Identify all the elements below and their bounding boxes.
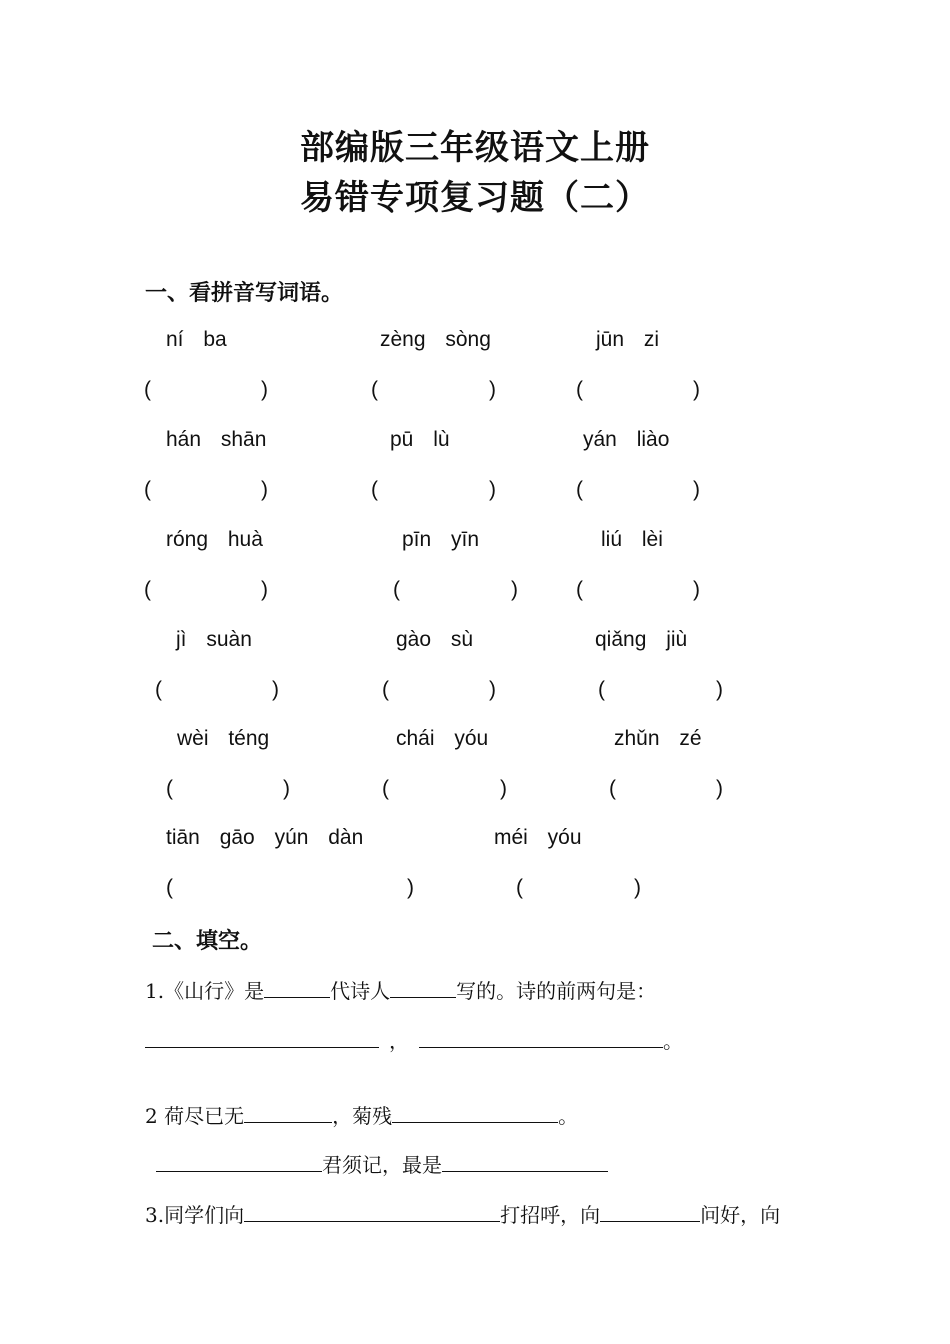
- answer-blank[interactable]: [392, 1104, 558, 1123]
- answer-blank[interactable]: [264, 979, 330, 998]
- question-text: 打招呼，向: [500, 1203, 601, 1227]
- pinyin-item: gào sù: [396, 628, 474, 651]
- pinyin-item: tiān gāo yún dàn: [166, 826, 364, 849]
- pinyin-item: pū lù: [390, 428, 450, 451]
- pinyin-item: jì suàn: [176, 628, 252, 651]
- question-text: 。: [663, 1029, 683, 1053]
- answer-paren-close: ): [272, 678, 279, 701]
- answer-paren-close: ): [511, 578, 518, 601]
- pinyin-item: ní ba: [166, 328, 227, 351]
- answer-blank[interactable]: [390, 979, 456, 998]
- question-text: 代诗人: [330, 979, 391, 1003]
- answer-paren-open: (: [166, 777, 173, 800]
- answer-blank[interactable]: [156, 1153, 322, 1172]
- answer-paren-open: (: [609, 777, 616, 800]
- pinyin-item: róng huà: [166, 528, 263, 551]
- question-2-line1: [145, 1100, 578, 1129]
- answer-blank[interactable]: [244, 1104, 332, 1123]
- pinyin-item: liú lèi: [601, 528, 663, 551]
- answer-blank[interactable]: [442, 1153, 608, 1172]
- pinyin-item: zhǔn zé: [614, 727, 702, 750]
- answer-paren-close: ): [489, 678, 496, 701]
- answer-paren-close: ): [693, 378, 700, 401]
- page-title-line1: 部编版三年级语文上册: [300, 128, 650, 168]
- answer-paren-close: ): [500, 777, 507, 800]
- page-title-line2: 易错专项复习题（二）: [300, 178, 650, 218]
- answer-paren-open: (: [382, 777, 389, 800]
- answer-paren-open: (: [144, 578, 151, 601]
- question-text: 1.《山行》是: [145, 979, 265, 1003]
- answer-blank[interactable]: [244, 1203, 500, 1222]
- answer-paren-close: ): [489, 478, 496, 501]
- answer-blank[interactable]: [419, 1029, 663, 1048]
- answer-paren-open: (: [576, 478, 583, 501]
- answer-paren-open: (: [155, 678, 162, 701]
- answer-paren-close: ): [693, 478, 700, 501]
- answer-paren-open: (: [576, 378, 583, 401]
- answer-paren-close: ): [261, 378, 268, 401]
- answer-paren-open: (: [576, 578, 583, 601]
- question-text: ，: [389, 1029, 409, 1053]
- answer-paren-close: ): [716, 678, 723, 701]
- pinyin-item: chái yóu: [396, 727, 489, 750]
- answer-paren-open: (: [371, 378, 378, 401]
- section2-heading: 二、填空。: [152, 929, 263, 954]
- question-text: 2 荷尽已无: [145, 1104, 245, 1128]
- answer-paren-close: ): [283, 777, 290, 800]
- answer-paren-open: (: [371, 478, 378, 501]
- answer-paren-close: ): [634, 876, 641, 899]
- question-1-line1: [145, 975, 656, 1004]
- pinyin-item: zèng sòng: [380, 328, 491, 351]
- question-text: 君须记，最是: [322, 1153, 442, 1177]
- section1-heading: 一、看拼音写词语。: [145, 281, 344, 306]
- question-text: 写的。诗的前两句是：: [456, 979, 657, 1003]
- answer-paren-open: (: [393, 578, 400, 601]
- answer-paren-open: (: [144, 478, 151, 501]
- pinyin-item: pīn yīn: [402, 528, 480, 551]
- question-2-line2: [156, 1149, 608, 1178]
- answer-paren-open: (: [598, 678, 605, 701]
- question-text: ，菊残: [332, 1104, 393, 1128]
- answer-paren-close: ): [489, 378, 496, 401]
- pinyin-item: hán shān: [166, 428, 267, 451]
- answer-paren-close: ): [261, 578, 268, 601]
- pinyin-item: yán liào: [583, 428, 670, 451]
- question-1-line2: [145, 1025, 683, 1054]
- answer-paren-close: ): [407, 876, 414, 899]
- answer-paren-close: ): [693, 578, 700, 601]
- answer-paren-open: (: [382, 678, 389, 701]
- pinyin-item: méi yóu: [494, 826, 582, 849]
- answer-paren-open: (: [144, 378, 151, 401]
- question-3-line1: [145, 1199, 780, 1228]
- answer-paren-open: (: [166, 876, 173, 899]
- pinyin-item: jūn zi: [596, 328, 660, 351]
- question-text: 。: [558, 1104, 579, 1128]
- answer-paren-close: ): [261, 478, 268, 501]
- question-text: 问好，向: [700, 1203, 781, 1227]
- pinyin-item: qiǎng jiù: [595, 628, 688, 651]
- answer-blank[interactable]: [145, 1029, 379, 1048]
- question-text: 3.同学们向: [145, 1203, 245, 1227]
- answer-blank[interactable]: [600, 1203, 700, 1222]
- pinyin-item: wèi téng: [177, 727, 270, 750]
- answer-paren-open: (: [516, 876, 523, 899]
- answer-paren-close: ): [716, 777, 723, 800]
